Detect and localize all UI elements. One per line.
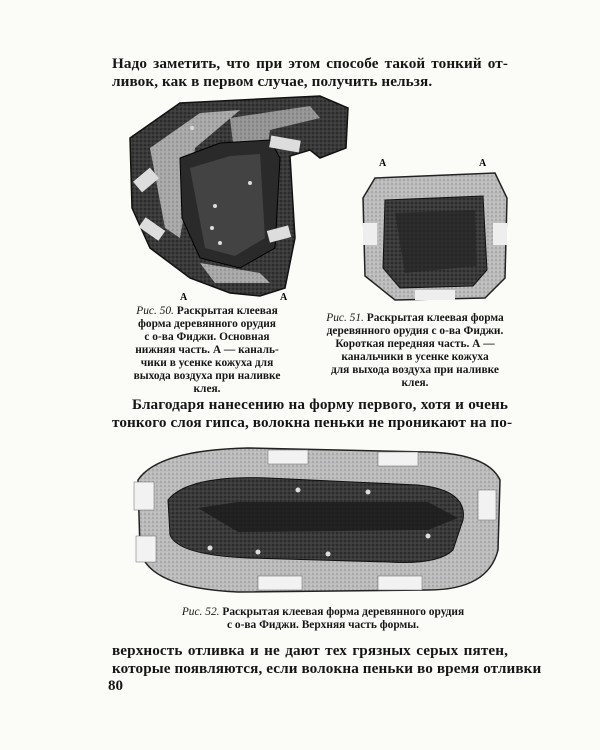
caption-line: Раскрытая клеевая форма (366, 312, 504, 324)
figure-50-image (120, 88, 360, 303)
figure-50-caption (118, 305, 296, 396)
caption-line: Раскрытая клеевая форма деревянного орудия (222, 606, 465, 618)
figure-51-marker: А (479, 158, 487, 169)
caption-line: Раскрытая клеевая (176, 305, 278, 317)
body-text-line: Благодаря нанесению на форму первого, хотя и очень (132, 396, 508, 413)
figure-50-marker: А (180, 292, 188, 303)
caption-line: с о-ва Фиджи. Основная (144, 331, 270, 343)
caption-line: нижняя часть. А — каналь- (135, 344, 279, 356)
caption-line: чики в усенке кожуха для (140, 357, 274, 369)
caption-line: клея. (401, 377, 429, 389)
caption-line: для выхода воздуха при наливке (331, 364, 499, 376)
caption-line: канальчики в усенке кожуха (341, 351, 489, 363)
caption-line: деревянного орудия с о-ва Фиджи. (326, 325, 504, 337)
page-number: 80 (108, 678, 123, 694)
figure-51-caption (315, 312, 515, 390)
caption-line: форма деревянного орудия (138, 318, 276, 330)
figure-label: Рис. 52. (181, 606, 220, 618)
figure-51-marker: А (379, 158, 387, 169)
figure-50-marker: А (280, 292, 288, 303)
figure-52-caption (148, 606, 498, 632)
body-text-line: Надо заметить, что при этом способе такой тонкий от- (112, 55, 508, 72)
figure-label: Рис. 51. (326, 312, 364, 324)
body-text-line: которые появляются, если волокна пеньки во время отливки (112, 660, 542, 677)
body-text-line: тонкого слоя гипса, волокна пеньки не проникают на по- (112, 414, 513, 431)
figure-51-image (355, 158, 515, 308)
figure-52-image (128, 440, 508, 600)
caption-line: выхода воздуха при наливке (133, 370, 281, 382)
body-text-line: верхность отливка и не дают тех грязных серых пятен, (112, 642, 508, 659)
body-text-line: ливок, как в первом случае, получить нельзя. (112, 73, 433, 90)
caption-line: Короткая передняя часть. А — (335, 338, 495, 350)
caption-line: с о-ва Фиджи. Верхняя часть формы. (226, 619, 419, 631)
caption-line: клея. (193, 383, 221, 395)
figure-label: Рис. 50. (136, 305, 174, 317)
